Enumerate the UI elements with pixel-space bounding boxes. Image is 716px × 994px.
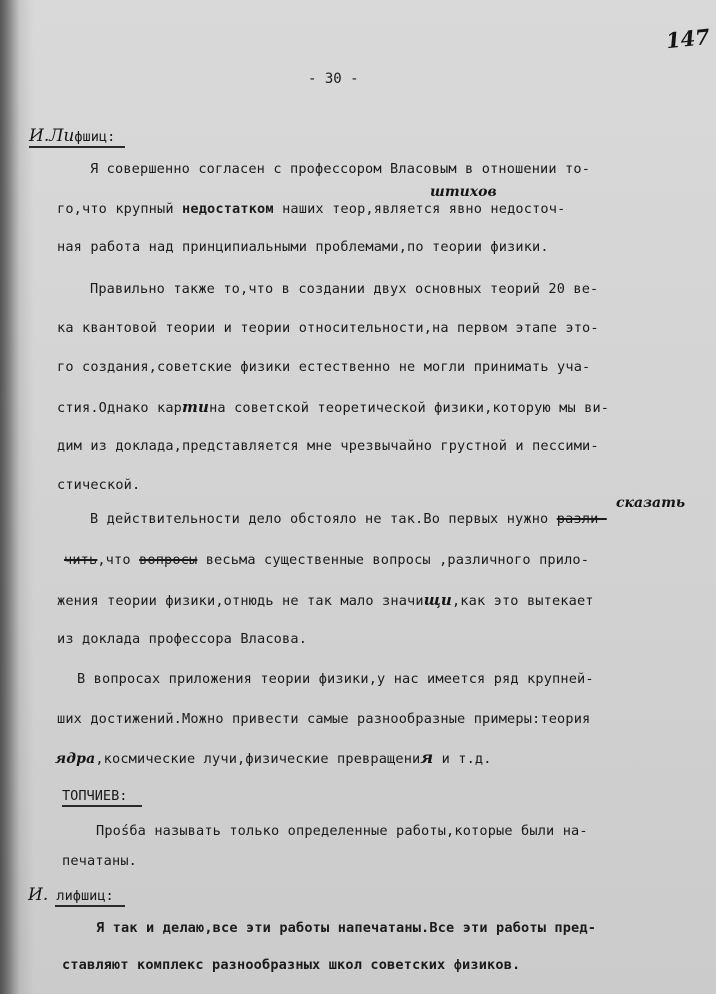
- text-segment: весьма существенные вопросы ,различного прило-: [205, 552, 590, 568]
- text-line: го создания,советские физики естественно не могли принимать уча-: [57, 359, 591, 375]
- text-segment: стия.Однако кар: [57, 400, 183, 416]
- text-line: ка квантовой теории и теории относительности,на первом этапе это-: [57, 320, 599, 336]
- text-line: ших достижений.Можно привести самые разнообразные примеры:теория: [57, 711, 591, 727]
- text-line: [55, 749, 492, 768]
- handwritten-correction: штихов: [430, 184, 497, 200]
- text-line: ная работа над принципиальными проблемами,по теории физики.: [57, 239, 549, 255]
- text-segment: на советской теоретической физики,которую мы ви-: [209, 400, 610, 416]
- speaker-underline: [55, 905, 125, 907]
- text-line: [57, 591, 594, 610]
- speaker-handwritten-initial: И.: [28, 885, 49, 905]
- handwritten-correction: ядра: [55, 751, 96, 767]
- text-line: стической.: [57, 477, 141, 493]
- text-line: [57, 200, 565, 218]
- text-line: печатаны.: [62, 853, 138, 869]
- speaker-typed-name: фшиц:: [74, 129, 116, 145]
- text-segment: ,является явно недосточ-: [365, 201, 566, 217]
- text-segment: и т.д.: [433, 751, 492, 767]
- speaker-lifshits-1: [29, 127, 115, 146]
- text-segment: В действительности дело обстояло не так.Во первых нужно: [90, 511, 549, 527]
- text-line: [64, 551, 589, 569]
- text-line: из доклада профессора Власова.: [57, 631, 308, 647]
- handwritten-correction: ти: [182, 398, 210, 416]
- struck-text: вопросы: [139, 552, 198, 568]
- speaker-typed-name: лифшиц:: [56, 888, 114, 904]
- text-line: Правильно также то,что в создании двух основных теорий 20 ве-: [90, 281, 599, 297]
- page-edge-shadow: [0, 0, 20, 994]
- speaker-underline: [29, 146, 125, 148]
- speaker-underline: [62, 805, 142, 807]
- struck-text: разли-: [556, 511, 607, 527]
- speaker-lifshits-2: [28, 886, 114, 905]
- text-segment: ,космические лучи,физические превращени: [95, 751, 421, 767]
- struck-text: чить: [64, 552, 98, 568]
- text-line: Я так и делаю,все эти работы напечатаны.Все эти работы пред-: [96, 920, 597, 936]
- handwritten-correction: я: [420, 748, 434, 767]
- text-segment: ,что: [97, 552, 131, 568]
- text-segment: недостатком: [182, 201, 274, 217]
- text-line: [90, 510, 607, 528]
- text-line: ставляют комплекс разнообразных школ советских физиков.: [62, 957, 521, 973]
- text-line: В вопросах приложения теории физики,у нас имеется ряд крупней-: [77, 671, 594, 687]
- text-line: Я совершенно согласен с профессором Власовым в отношении то-: [90, 161, 591, 177]
- text-segment: го,что крупный: [57, 201, 174, 217]
- text-line: Прośба называть только определенные работы,которые были на-: [96, 823, 588, 839]
- speaker-topchiev: ТОПЧИЕВ:: [62, 788, 128, 804]
- folio-number: 147: [664, 23, 711, 54]
- handwritten-correction: щи: [423, 591, 452, 609]
- text-segment: нашиx теор: [282, 201, 366, 217]
- text-segment: жения теории физики,отнюдь не так мало значи: [57, 593, 424, 609]
- handwritten-correction: сказать: [616, 495, 686, 511]
- speaker-handwritten-initial: И.Ли: [29, 126, 75, 146]
- page-number: - 30 -: [308, 71, 359, 87]
- text-line: дим из доклада,представляется мне чрезвычайно грустной и пессими-: [57, 438, 599, 454]
- text-segment: ,как это вытекает: [451, 593, 594, 609]
- text-line: [57, 398, 609, 417]
